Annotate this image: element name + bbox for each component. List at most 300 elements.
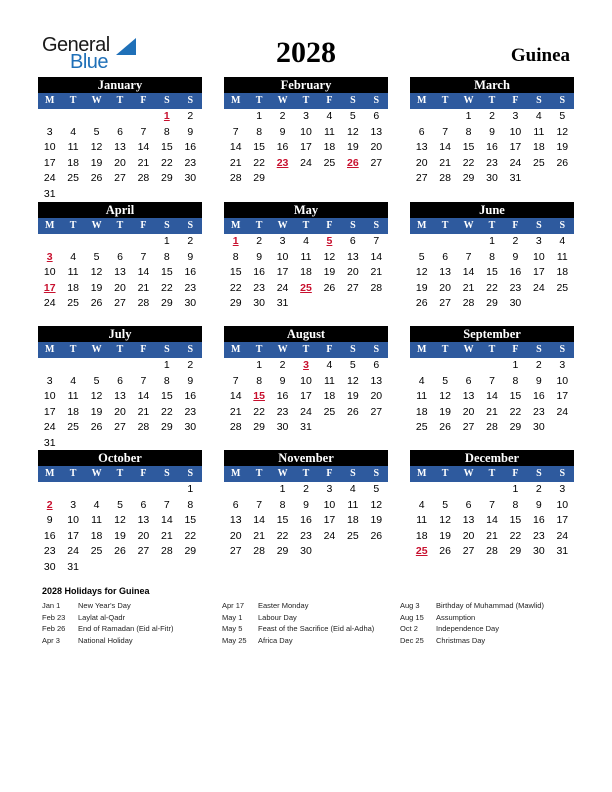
day-cell: 25: [67, 172, 79, 184]
month-june: [410, 202, 574, 312]
holiday-entry: [400, 600, 580, 612]
month-title: December: [410, 450, 574, 466]
day-cell: 28: [439, 172, 451, 184]
weekday-label: S: [373, 220, 380, 231]
weekday-label: S: [373, 468, 380, 479]
holiday-entry: [222, 612, 402, 624]
day-cell: 18: [67, 405, 79, 418]
day-cell: 14: [439, 141, 451, 153]
day-cell: 11: [323, 125, 335, 138]
day-cell: 31: [276, 297, 289, 309]
holiday-name: End of Ramadan (Eid al-Fitr): [78, 624, 174, 633]
holiday-day-cell: 1: [163, 110, 170, 122]
weekday-label: S: [559, 344, 566, 355]
day-cell: 10: [300, 125, 312, 138]
day-cell: 25: [90, 545, 103, 557]
day-cell: 7: [373, 235, 380, 247]
day-cell: 21: [137, 405, 150, 418]
month-title: August: [224, 326, 388, 342]
empty-day-cell: [38, 109, 61, 125]
weekday-label: F: [140, 468, 147, 479]
day-cell: 9: [512, 250, 519, 263]
day-cell: 23: [43, 545, 56, 557]
day-cell: 19: [90, 281, 103, 294]
holiday-day-cell: 3: [46, 250, 53, 263]
day-cell: 21: [229, 156, 242, 169]
logo-triangle-icon: [116, 38, 136, 55]
weekday-label: S: [536, 468, 542, 479]
day-grid: [38, 482, 202, 575]
empty-day-cell: [457, 358, 480, 374]
day-cell: 24: [509, 156, 522, 169]
day-cell: 1: [465, 110, 472, 122]
empty-day-cell: [85, 358, 108, 374]
empty-day-cell: [108, 234, 131, 250]
day-cell: 21: [137, 281, 150, 294]
day-cell: 11: [533, 125, 545, 138]
day-cell: 13: [370, 374, 383, 387]
day-cell: 14: [486, 514, 498, 526]
month-title: March: [410, 77, 574, 93]
empty-day-cell: [85, 234, 108, 250]
day-cell: 12: [347, 374, 359, 387]
weekday-label: F: [326, 468, 333, 479]
day-grid: [224, 109, 388, 187]
empty-day-cell: [108, 358, 131, 374]
day-cell: 8: [279, 498, 286, 511]
weekday-header: [410, 218, 574, 234]
weekday-label: F: [326, 220, 333, 231]
empty-day-cell: [224, 109, 247, 125]
day-cell: 4: [70, 125, 77, 138]
day-cell: 6: [373, 110, 380, 122]
day-cell: 26: [347, 405, 359, 418]
day-cell: 14: [161, 514, 173, 526]
weekday-label: T: [441, 468, 449, 479]
day-cell: 14: [137, 141, 150, 153]
day-cell: 15: [253, 141, 265, 153]
day-cell: 5: [373, 483, 380, 495]
day-cell: 13: [370, 125, 383, 138]
day-cell: 13: [114, 141, 126, 153]
day-cell: 10: [509, 125, 522, 138]
day-cell: 16: [184, 266, 197, 278]
holiday-date: Feb 26: [42, 624, 66, 633]
day-cell: 24: [43, 297, 56, 309]
day-cell: 2: [535, 359, 542, 371]
day-cell: 7: [163, 498, 170, 511]
month-title: November: [224, 450, 388, 466]
day-cell: 27: [370, 405, 383, 418]
empty-day-cell: [224, 358, 247, 374]
day-cell: 12: [415, 266, 428, 278]
day-cell: 29: [161, 172, 173, 184]
day-cell: 26: [90, 297, 103, 309]
holiday-name: Africa Day: [258, 635, 293, 645]
day-cell: 20: [462, 405, 475, 418]
day-grid: [410, 234, 574, 312]
day-cell: 12: [370, 498, 383, 511]
day-cell: 6: [465, 374, 472, 387]
day-cell: 7: [465, 250, 472, 263]
weekday-label: T: [255, 95, 263, 106]
day-cell: 8: [465, 125, 472, 138]
day-cell: 18: [67, 281, 79, 294]
day-cell: 11: [347, 498, 359, 511]
day-cell: 23: [486, 156, 498, 169]
day-cell: 24: [276, 281, 289, 294]
weekday-label: S: [187, 344, 194, 355]
day-cell: 7: [489, 498, 495, 511]
day-cell: 15: [486, 266, 498, 278]
day-cell: 18: [556, 266, 569, 278]
empty-day-cell: [132, 482, 155, 498]
day-cell: 25: [323, 156, 336, 169]
day-cell: 20: [347, 266, 359, 278]
day-cell: 10: [43, 141, 56, 153]
day-cell: 16: [253, 266, 265, 278]
empty-day-cell: [480, 358, 503, 374]
day-cell: 30: [184, 297, 197, 309]
empty-day-cell: [61, 109, 84, 125]
weekday-label: W: [277, 468, 288, 479]
day-cell: 29: [509, 545, 522, 557]
day-cell: 8: [163, 125, 170, 138]
weekday-label: T: [255, 344, 263, 355]
weekday-label: S: [536, 220, 542, 231]
day-cell: 27: [370, 156, 383, 169]
holiday-entry: [400, 635, 580, 647]
month-april: [38, 202, 202, 312]
day-cell: 22: [229, 281, 242, 294]
day-cell: 9: [279, 374, 286, 387]
day-cell: 16: [533, 390, 545, 402]
holiday-column: [222, 600, 402, 646]
day-cell: 11: [67, 141, 79, 153]
weekday-label: S: [164, 220, 170, 231]
holiday-date: Apr 3: [42, 635, 60, 645]
holiday-date: Apr 17: [222, 601, 245, 610]
day-cell: 3: [512, 110, 519, 122]
day-cell: 4: [559, 235, 566, 247]
holiday-date: May 1: [222, 612, 243, 622]
day-cell: 20: [462, 529, 475, 542]
empty-day-cell: [410, 358, 433, 374]
day-cell: 15: [509, 390, 522, 402]
weekday-label: S: [559, 95, 566, 106]
day-cell: 13: [415, 141, 428, 153]
month-may: [224, 202, 388, 312]
empty-day-cell: [433, 482, 456, 498]
day-cell: 19: [439, 405, 451, 418]
holiday-entry: [42, 623, 222, 635]
day-cell: 10: [276, 250, 289, 263]
day-cell: 21: [161, 529, 173, 542]
day-cell: 3: [535, 235, 542, 247]
day-cell: 28: [137, 421, 150, 433]
day-cell: 11: [300, 250, 312, 263]
day-cell: 16: [43, 529, 56, 542]
weekday-label: W: [91, 344, 102, 355]
day-cell: 21: [486, 529, 498, 542]
day-grid: [38, 358, 202, 451]
day-cell: 28: [486, 421, 498, 433]
day-cell: 8: [163, 250, 170, 263]
day-cell: 21: [253, 529, 265, 542]
day-cell: 28: [137, 297, 150, 309]
day-cell: 2: [187, 359, 194, 371]
day-cell: 3: [326, 483, 333, 495]
weekday-label: S: [536, 344, 542, 355]
day-cell: 3: [46, 125, 53, 138]
day-cell: 20: [137, 529, 150, 542]
holiday-name: Easter Monday: [258, 601, 309, 610]
day-cell: 25: [415, 421, 428, 433]
day-cell: 20: [415, 156, 428, 169]
holiday-day-cell: 5: [326, 235, 333, 247]
weekday-label: S: [373, 344, 380, 355]
weekday-label: T: [255, 468, 263, 479]
day-cell: 5: [559, 110, 566, 122]
month-title: February: [224, 77, 388, 93]
month-september: [410, 326, 574, 436]
day-cell: 22: [253, 156, 265, 169]
weekday-label: T: [302, 220, 310, 231]
day-cell: 16: [276, 141, 289, 153]
weekday-label: S: [164, 95, 170, 106]
month-december: [410, 450, 574, 560]
day-cell: 21: [229, 405, 242, 418]
weekday-label: F: [512, 220, 519, 231]
month-title: October: [38, 450, 202, 466]
day-cell: 29: [486, 297, 498, 309]
day-cell: 22: [509, 529, 522, 542]
day-cell: 1: [163, 359, 170, 371]
weekday-label: M: [44, 344, 55, 355]
day-cell: 18: [415, 529, 428, 542]
weekday-label: M: [416, 468, 427, 479]
day-grid: [38, 109, 202, 202]
day-grid: [224, 358, 388, 436]
month-title: September: [410, 326, 574, 342]
day-cell: 4: [70, 374, 77, 387]
day-cell: 30: [276, 421, 289, 433]
day-cell: 13: [229, 514, 242, 526]
day-cell: 21: [439, 156, 451, 169]
day-cell: 3: [279, 235, 286, 247]
day-cell: 28: [137, 172, 150, 184]
day-cell: 1: [163, 235, 170, 247]
day-cell: 24: [300, 405, 312, 418]
day-cell: 12: [439, 390, 451, 402]
holiday-date: Aug 15: [400, 612, 424, 622]
day-cell: 6: [232, 498, 239, 511]
holiday-name: Labour Day: [258, 612, 297, 622]
weekday-label: T: [488, 468, 496, 479]
holiday-entry: [42, 600, 222, 612]
day-cell: 13: [114, 390, 126, 402]
weekday-label: M: [230, 95, 241, 106]
month-november: [224, 450, 388, 560]
holiday-day-cell: 3: [303, 359, 309, 371]
weekday-label: S: [536, 95, 542, 106]
month-october: [38, 450, 202, 575]
day-cell: 26: [439, 421, 451, 433]
weekday-header: [224, 342, 388, 358]
weekday-label: S: [373, 95, 380, 106]
day-cell: 12: [90, 141, 103, 153]
day-cell: 16: [533, 514, 545, 526]
day-cell: 6: [373, 359, 380, 371]
empty-day-cell: [433, 358, 456, 374]
day-cell: 27: [229, 545, 242, 557]
holiday-column: [42, 600, 222, 646]
day-cell: 11: [416, 390, 428, 402]
day-cell: 30: [43, 560, 56, 573]
day-cell: 27: [114, 297, 126, 309]
empty-day-cell: [457, 234, 480, 250]
day-cell: 28: [229, 172, 242, 184]
day-cell: 28: [161, 545, 173, 557]
holiday-date: Oct 2: [400, 624, 418, 633]
holiday-date: Dec 25: [400, 635, 424, 645]
day-cell: 17: [556, 390, 569, 402]
empty-day-cell: [85, 482, 108, 498]
day-cell: 31: [556, 545, 569, 557]
day-cell: 15: [184, 514, 197, 526]
day-cell: 22: [184, 529, 197, 542]
day-cell: 1: [256, 359, 263, 371]
weekday-header: [38, 218, 202, 234]
empty-day-cell: [410, 109, 433, 125]
day-cell: 16: [509, 266, 522, 278]
day-cell: 8: [187, 498, 194, 511]
day-cell: 17: [43, 156, 56, 169]
day-cell: 5: [349, 110, 356, 122]
day-cell: 17: [276, 266, 289, 278]
month-title: January: [38, 77, 202, 93]
day-cell: 31: [43, 436, 56, 449]
day-cell: 29: [161, 297, 173, 309]
day-cell: 21: [370, 266, 383, 278]
empty-day-cell: [132, 109, 155, 125]
holiday-date: Feb 23: [42, 612, 66, 622]
weekday-label: S: [350, 220, 356, 231]
day-cell: 25: [556, 281, 569, 294]
holiday-name: Independence Day: [436, 624, 499, 633]
day-cell: 25: [533, 156, 545, 169]
day-cell: 2: [279, 359, 286, 371]
day-cell: 28: [462, 297, 475, 309]
holiday-date: May 25: [222, 635, 247, 645]
day-cell: 13: [114, 266, 126, 278]
calendar-year: 2028: [276, 36, 336, 69]
weekday-label: M: [44, 95, 55, 106]
day-cell: 4: [418, 374, 425, 387]
day-cell: 5: [349, 359, 356, 371]
day-cell: 8: [256, 125, 263, 138]
day-cell: 26: [90, 421, 103, 433]
holiday-day-cell: 25: [300, 281, 312, 294]
empty-day-cell: [480, 482, 503, 498]
weekday-label: T: [69, 220, 77, 231]
calendar-country: Guinea: [510, 45, 570, 66]
holiday-entry: [400, 623, 580, 635]
day-cell: 18: [533, 141, 545, 153]
day-cell: 25: [67, 421, 79, 433]
day-cell: 5: [442, 498, 449, 511]
holiday-column: [400, 600, 580, 646]
holiday-date: Jan 1: [42, 601, 61, 610]
day-cell: 19: [347, 141, 359, 153]
day-cell: 2: [187, 235, 194, 247]
holiday-day-cell: 17: [43, 281, 56, 294]
day-cell: 27: [462, 545, 475, 557]
day-cell: 25: [347, 529, 359, 542]
weekday-label: W: [91, 468, 102, 479]
day-cell: 16: [276, 390, 289, 402]
day-cell: 11: [67, 390, 79, 402]
day-cell: 15: [161, 141, 173, 153]
weekday-label: T: [69, 95, 77, 106]
weekday-label: W: [463, 220, 474, 231]
weekday-label: M: [230, 220, 241, 231]
day-cell: 24: [556, 529, 569, 542]
day-cell: 1: [187, 483, 194, 495]
weekday-label: T: [488, 344, 496, 355]
weekday-label: W: [277, 95, 288, 106]
empty-day-cell: [132, 234, 155, 250]
day-cell: 10: [43, 266, 56, 278]
weekday-label: T: [69, 344, 77, 355]
day-cell: 9: [303, 498, 309, 511]
month-title: June: [410, 202, 574, 218]
empty-day-cell: [61, 358, 84, 374]
empty-day-cell: [224, 482, 247, 498]
day-cell: 4: [349, 483, 356, 495]
day-cell: 7: [489, 374, 495, 387]
day-cell: 15: [161, 390, 173, 402]
day-cell: 24: [43, 172, 56, 184]
day-cell: 22: [161, 281, 173, 294]
day-cell: 29: [229, 297, 242, 309]
day-cell: 7: [232, 125, 239, 138]
day-cell: 20: [439, 281, 451, 294]
day-cell: 29: [253, 421, 265, 433]
day-cell: 9: [489, 125, 495, 138]
day-cell: 15: [276, 514, 289, 526]
day-cell: 27: [439, 297, 451, 309]
day-cell: 4: [418, 498, 425, 511]
day-cell: 4: [70, 250, 77, 263]
day-cell: 17: [509, 141, 522, 153]
day-cell: 18: [323, 141, 336, 153]
weekday-label: T: [302, 95, 310, 106]
day-cell: 19: [439, 529, 451, 542]
day-cell: 31: [67, 560, 79, 573]
day-cell: 8: [489, 250, 495, 263]
weekday-label: T: [116, 344, 124, 355]
holiday-name: Laylat al-Qadr: [78, 612, 126, 622]
day-grid: [224, 234, 388, 312]
day-cell: 4: [326, 359, 333, 371]
weekday-label: F: [140, 344, 147, 355]
day-cell: 27: [347, 281, 359, 294]
day-cell: 19: [556, 141, 569, 153]
day-cell: 14: [229, 141, 242, 153]
weekday-label: S: [187, 220, 194, 231]
day-cell: 23: [276, 405, 289, 418]
